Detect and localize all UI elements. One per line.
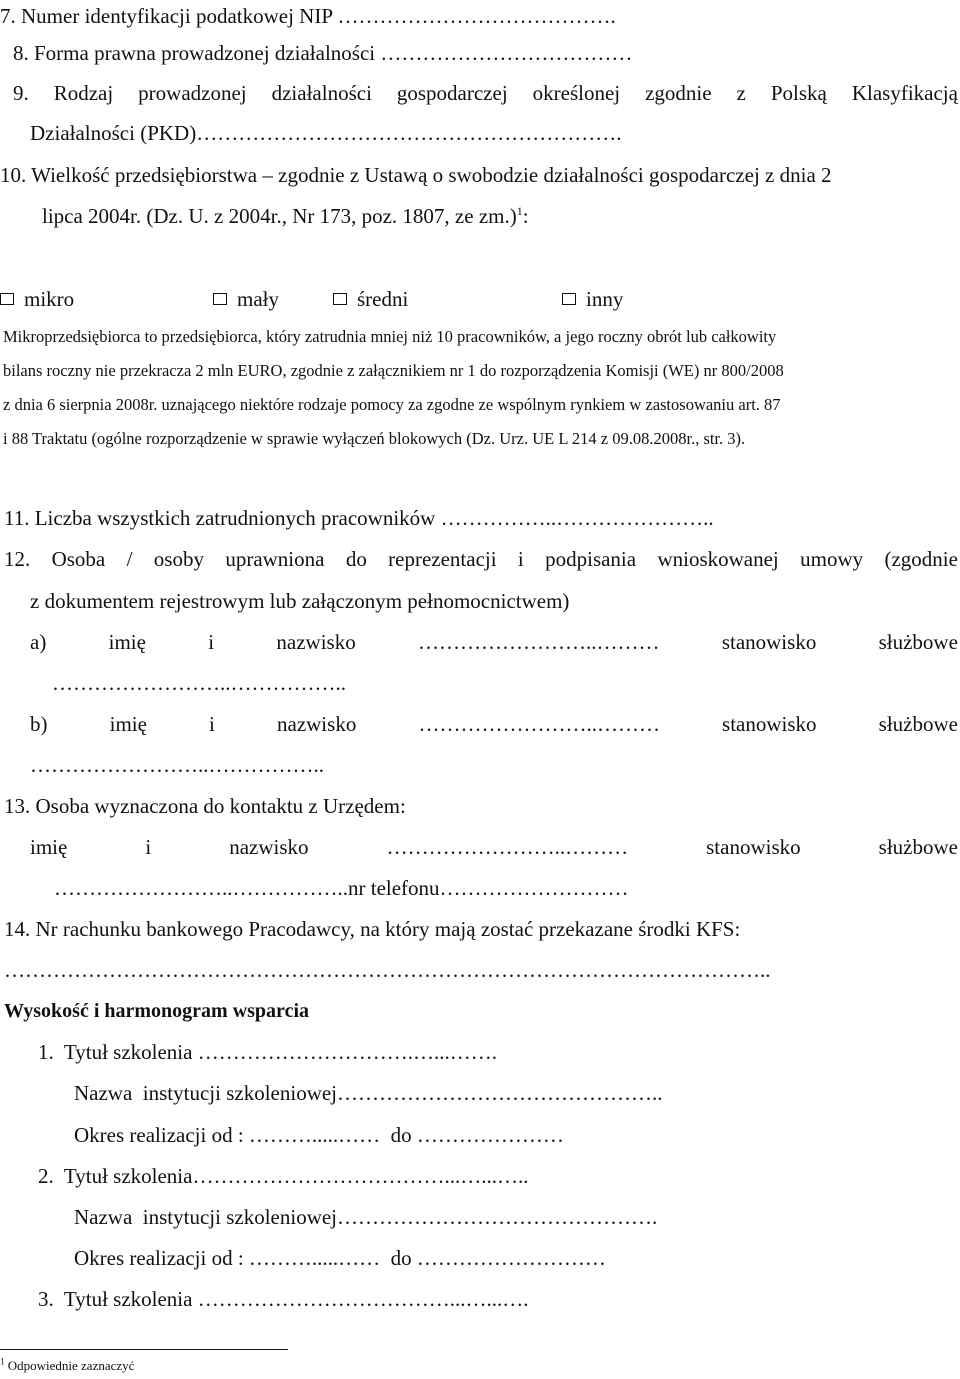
item-10-line2 (42, 203, 529, 229)
item-14-account-blank[interactable]: ……………………………………………………………………………………………….. (4, 958, 771, 982)
word: stanowisko (706, 835, 801, 859)
training-1-institution[interactable]: Nazwa instytucji szkoleniowej……………………………………….. (74, 1081, 663, 1105)
word: i (517, 547, 524, 571)
footnote-marker: 1 (0, 1356, 5, 1367)
word: służbowe (878, 835, 958, 859)
word: Osoba (51, 547, 106, 571)
item-14-bank-account-title: 14. Nr rachunku bankowego Pracodawcy, na który mają zostać przekazane środki KFS: (4, 917, 741, 941)
word: działalności (271, 81, 372, 105)
word: imię (30, 835, 68, 859)
word: 9. (13, 81, 29, 105)
option-mikro[interactable] (0, 286, 74, 312)
item-11-employees: 11. Liczba wszystkich zatrudnionych pracowników ……………..………………….. (4, 506, 714, 530)
word: uprawniona (225, 547, 325, 571)
word: (zgodnie (884, 547, 958, 571)
word: umowy (800, 547, 864, 571)
item-12b-line1 (30, 711, 958, 737)
training-3-title[interactable]: 3. Tytuł szkolenia ………………………………...…...…. (38, 1287, 529, 1311)
item-9-pkd-line2: Działalności (PKD)……………………………………………………. (30, 121, 622, 145)
item-13-phone-line[interactable]: ……………………..……………..nr telefonu……………………… (54, 876, 629, 900)
training-1-title[interactable]: 1. Tytuł szkolenia ………………………….…...……. (38, 1040, 497, 1064)
training-2-institution[interactable]: Nazwa instytucji szkoleniowej………………………………………. (74, 1205, 658, 1229)
word: nazwisko (229, 835, 309, 859)
word: Klasyfikacją (851, 81, 958, 105)
option-label: inny (586, 287, 624, 311)
word: prowadzonej (138, 81, 247, 105)
footnote-ref: 1 (516, 204, 523, 218)
item-13-line1 (30, 834, 958, 860)
checkbox-icon[interactable] (0, 293, 14, 305)
item-7-nip: 7. Numer identyfikacji podatkowej NIP …………………………………. (0, 4, 616, 28)
word: wnioskowanej (657, 547, 779, 571)
support-heading: Wysokość i harmonogram wsparcia (4, 1000, 309, 1022)
word: / (126, 547, 133, 571)
word: i (208, 630, 215, 654)
word: gospodarczej (396, 81, 508, 105)
word: imię (108, 630, 146, 654)
training-1-period[interactable]: Okres realizacji od : ……….....…… do ………………… (74, 1123, 564, 1147)
word: b) (30, 712, 48, 736)
word: a) (30, 630, 47, 654)
micro-definition-line2: bilans roczny nie przekracza 2 mln EURO, zgodnie z załącznikiem nr 1 do rozporządzenia Komisji (WE) nr 800/2008 (3, 361, 784, 380)
item-10-citation: lipca 2004r. (Dz. U. z 2004r., Nr 173, poz. 1807, ze zm.) (42, 204, 517, 228)
name-blank[interactable]: ……………………..……… (386, 835, 629, 859)
item-10-colon: : (522, 204, 529, 228)
footnote-divider (0, 1349, 288, 1350)
item-12-line2: z dokumentem rejestrowym lub załączonym pełnomocnictwem) (30, 589, 570, 613)
word: stanowisko (722, 712, 817, 736)
footnote (0, 1358, 134, 1374)
option-label: mikro (24, 287, 75, 311)
word: reprezentacji (388, 547, 497, 571)
item-8-legal-form: 8. Forma prawna prowadzonej działalności ……………………………… (13, 41, 633, 65)
item-12b-position-blank[interactable]: ……………………..…………….. (30, 753, 324, 777)
word: zgodnie (645, 81, 712, 105)
training-2-period[interactable]: Okres realizacji od : ……….....…… do ……………………… (74, 1246, 606, 1270)
item-12a-line1 (30, 629, 958, 655)
footnote-text: Odpowiednie zaznaczyć (4, 1358, 135, 1373)
micro-definition-line1: Mikroprzedsiębiorca to przedsiębiorca, który zatrudnia mniej niż 10 pracowników, a jego roczny obrót lub całkowity (3, 327, 777, 346)
word: z (736, 81, 746, 105)
item-12-representatives-line1 (4, 546, 958, 572)
item-9-pkd-line1 (13, 80, 958, 106)
word: służbowe (878, 630, 958, 654)
training-2-title[interactable]: 2. Tytuł szkolenia………………………………...…...….. (38, 1164, 529, 1188)
option-sredni[interactable] (333, 286, 408, 312)
word: podpisania (545, 547, 637, 571)
word: imię (109, 712, 147, 736)
item-12a-position-blank[interactable]: ……………………..…………….. (52, 671, 346, 695)
item-10-enterprise-size: 10. Wielkość przedsiębiorstwa – zgodnie z Ustawą o swobodzie działalności gospodarczej z dnia 2 (0, 163, 832, 187)
word: osoby (153, 547, 204, 571)
item-13-contact-title: 13. Osoba wyznaczona do kontaktu z Urzędem: (4, 794, 406, 818)
word: służbowe (878, 712, 958, 736)
option-label: mały (237, 287, 279, 311)
word: Rodzaj (53, 81, 114, 105)
name-blank[interactable]: ……………………..……… (418, 712, 660, 736)
word: i (209, 712, 215, 736)
option-label: średni (357, 287, 409, 311)
word: 12. (4, 547, 31, 571)
option-maly[interactable] (213, 286, 279, 312)
word: nazwisko (276, 630, 356, 654)
name-blank[interactable]: ……………………..……… (418, 630, 660, 654)
word: nazwisko (277, 712, 357, 736)
option-inny[interactable] (562, 286, 623, 312)
checkbox-icon[interactable] (333, 293, 347, 305)
word: określonej (532, 81, 621, 105)
word: do (345, 547, 367, 571)
checkbox-icon[interactable] (213, 293, 227, 305)
word: Polską (770, 81, 827, 105)
word: i (145, 835, 152, 859)
checkbox-icon[interactable] (562, 293, 576, 305)
micro-definition-line4: i 88 Traktatu (ogólne rozporządzenie w sprawie wyłączeń blokowych (Dz. Urz. UE L 214 z 09.08.2008r., str. 3). (3, 429, 746, 448)
word: stanowisko (721, 630, 817, 654)
micro-definition-line3: z dnia 6 sierpnia 2008r. uznającego niektóre rodzaje pomocy za zgodne ze wspólnym rynkiem w zastosowaniu art. 87 (3, 395, 781, 414)
